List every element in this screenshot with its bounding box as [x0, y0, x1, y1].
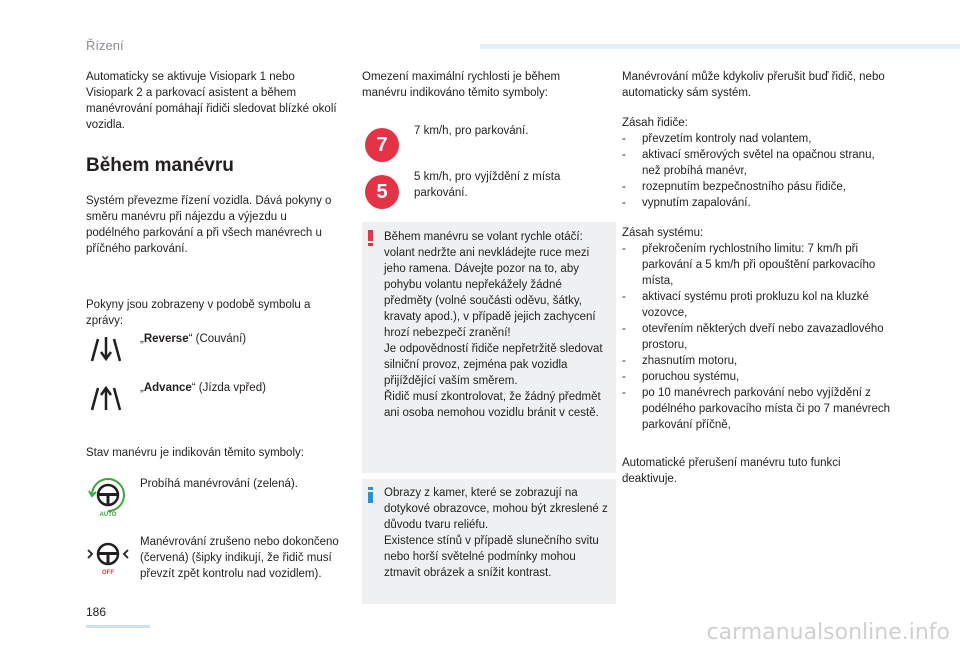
system-title: Zásah systému:	[622, 227, 704, 239]
steering-off-icon	[86, 534, 140, 583]
list-item: - aktivací směrových světel na opačnou stranu, než probíhá manévr,	[622, 147, 892, 179]
speed-sign-5: 5	[365, 175, 399, 209]
advance-quote: „	[140, 382, 144, 394]
list-item: - rozepnutím bezpečnostního pásu řidiče,	[622, 179, 892, 195]
advance-icon	[86, 380, 140, 419]
advance-row	[86, 380, 341, 419]
status-green-text: Probíhá manévrování (zelená).	[140, 478, 298, 490]
reverse-quote: „	[140, 333, 144, 345]
off-label: OFF	[102, 570, 114, 576]
reverse-label: Reverse	[143, 333, 189, 345]
instructions-paragraph: Pokyny jsou zobrazeny v podobě symbolu a zprávy:	[86, 299, 311, 327]
driver-list	[622, 131, 892, 211]
list-item: - zhasnutím motoru,	[622, 353, 892, 369]
status-paragraph: Stav manévru je indikován těmito symboly:	[86, 447, 304, 459]
info-text: Obrazy z kamer, které se zobrazují na dotykové obrazovce, mohou být zkreslené z důvodu tvaru reliéfu. Existence stínů v případě slunečního svitu nebo horší světelné podmínky mohou ztmavit obrázek a snížit kontrast.	[384, 487, 608, 579]
speed-5-text: 5 km/h, pro vyjíždění z místa parkování.	[414, 171, 561, 199]
speed-intro-text: Omezení maximální rychlosti je během manévru indikováno těmito symboly:	[362, 71, 561, 99]
list-item: - aktivací systému proti prokluzu kol na kluzké vozovce,	[622, 289, 892, 321]
warning-icon	[368, 230, 373, 246]
steering-auto-icon	[86, 473, 140, 522]
speed-7-text: 7 km/h, pro parkování.	[414, 125, 529, 137]
info-icon	[368, 487, 373, 503]
list-item: - otevřením některých dveří nebo zavazadlového prostoru,	[622, 321, 892, 353]
takeover-paragraph: Systém převezme řízení vozidla. Dává pokyny o směru manévru při nájezdu a výjezdu u podélného parkování a při všech manévrech u příčného parkování.	[86, 195, 332, 255]
interrupt-intro: Manévrování může kdykoliv přerušit buď řidič, nebo automaticky sám systém.	[622, 71, 885, 99]
column-3	[622, 69, 892, 487]
speed-sign-7: 7	[365, 128, 399, 162]
driver-title: Zásah řidiče:	[622, 117, 688, 129]
auto-interrupt-text: Automatické přerušení manévru tuto funkci deaktivuje.	[622, 457, 841, 485]
section-title: Řízení	[86, 38, 124, 53]
speed-intro	[362, 69, 602, 101]
reverse-icon	[86, 331, 140, 370]
warning-text: Během manévru se volant rychle otáčí: volant nedržte ani nevkládejte ruce mezi jeho ramena. Dávejte pozor na to, aby pohybu volantu nepřekážely žádné předměty (volné součásti oděvu, šátky, kravaty apod.), v případě jejich zachycení hrozí nebezpečí zranění! Je odpovědností řidiče nepřetržitě sledovat silniční provoz, zejména pak vozidla přijíždějící vaším směrem. Řidič musí zkontrolovat, že žádný předmět ani osoba nemohou vozidlu bránit v cestě.	[384, 231, 603, 419]
list-item: - převzetím kontroly nad volantem,	[622, 131, 892, 147]
reverse-desc: “ (Couvání)	[188, 333, 247, 345]
auto-label: AUTO	[99, 512, 117, 517]
list-item: - po 10 manévrech parkování nebo vyjíždění z podélného parkovacího místa či po 7 manévrech parkování příčně,	[622, 385, 892, 433]
status-red-row	[86, 534, 341, 583]
status-green-row	[86, 473, 341, 522]
column-1	[86, 69, 341, 583]
section-heading: Během manévru	[86, 155, 234, 176]
footer-bar	[86, 625, 150, 628]
page-number: 186	[86, 605, 107, 619]
advance-desc: “ (Jízda vpřed)	[191, 382, 266, 394]
system-list	[622, 241, 892, 433]
watermark: carmanualsonline.info	[706, 620, 950, 645]
header-bar	[480, 44, 960, 49]
reverse-row	[86, 331, 341, 370]
advance-label: Advance	[143, 382, 192, 394]
intro-paragraph: Automaticky se aktivuje Visiopark 1 nebo Visiopark 2 a parkovací asistent a během manévrování pomáhají řidiči sledovat blízké okolí vozidla.	[86, 71, 337, 131]
list-item: - vypnutím zapalování.	[622, 195, 892, 211]
list-item: - poruchou systému,	[622, 369, 892, 385]
list-item: - překročením rychlostního limitu: 7 km/h při parkování a 5 km/h při opouštění parkovacího místa,	[622, 241, 892, 289]
status-red-text: Manévrování zrušeno nebo dokončeno (červená) (šipky indikují, že řidič musí převzít zpět kontrolu nad vozidlem).	[140, 536, 339, 580]
